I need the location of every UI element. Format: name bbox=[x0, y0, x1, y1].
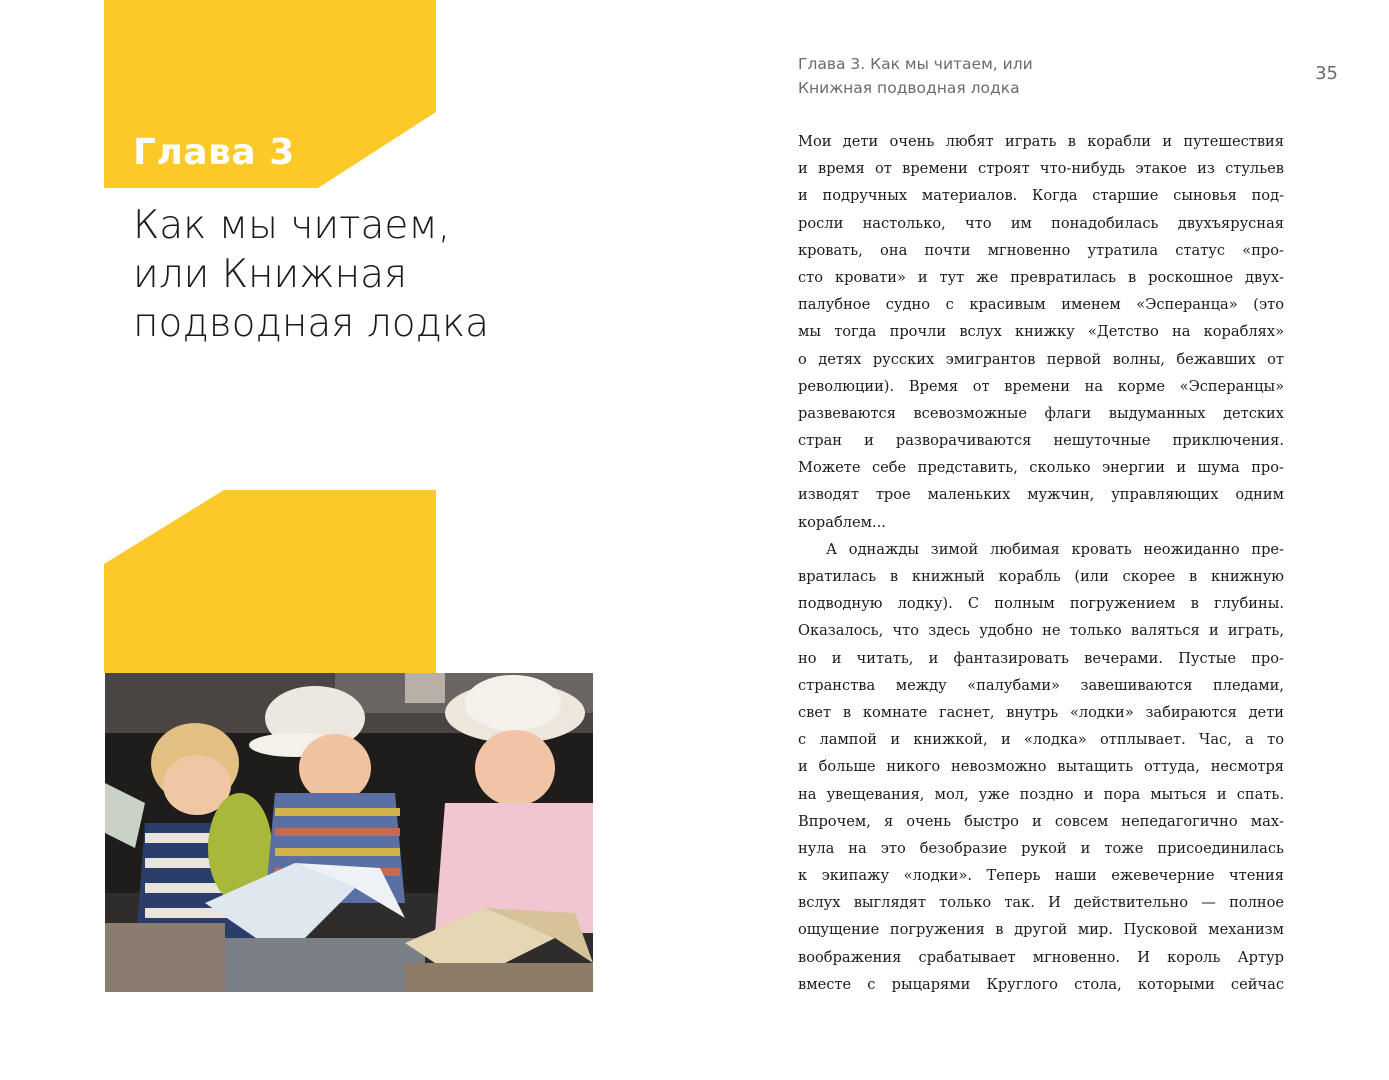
text-line: стран и разворачиваются нешуточные приключения. bbox=[798, 432, 1284, 450]
text-line: на увещевания, мол, уже поздно и пора мыться и спать. bbox=[798, 785, 1284, 803]
text-line: странства между «палубами» завешиваются пледами, bbox=[798, 676, 1284, 694]
text-line: к экипажу «лодки». Теперь наши ежевечерние чтения bbox=[798, 867, 1284, 885]
chapter-title-line-2: или Книжная bbox=[133, 252, 408, 297]
text-line: подводную лодку). С полным погружением в глубины. bbox=[798, 595, 1284, 613]
text-line: мы тогда прочли вслух книжку «Детство на кораблях» bbox=[798, 323, 1284, 341]
text-line: развеваются всевозможные флаги выдуманных детских bbox=[798, 404, 1284, 422]
photo-banner-shape bbox=[104, 490, 436, 673]
running-head-line-2: Книжная подводная лодка bbox=[798, 79, 1020, 97]
text-line: но и читать, и фантазировать вечерами. Пустые про- bbox=[798, 649, 1284, 667]
text-line: вместе с рыцарями Круглого стола, которыми сейчас bbox=[798, 975, 1284, 993]
body-text bbox=[798, 128, 1284, 998]
children-reading-photo-illustration bbox=[105, 673, 593, 992]
text-line: вратилась в книжный корабль (или скорее в книжную bbox=[798, 568, 1284, 585]
text-line: с лампой и книжкой, и «лодка» отплывает. Час, а то bbox=[798, 731, 1284, 749]
text-line: вслух выглядят только так. И действительно — полное bbox=[798, 894, 1284, 912]
left-page bbox=[0, 0, 694, 1080]
chapter-label: Глава 3 bbox=[133, 132, 295, 173]
text-line: и больше никого невозможно вытащить оттуда, несмотря bbox=[798, 758, 1284, 776]
text-line: революции). Время от времени на корме «Эсперанцы» bbox=[798, 377, 1284, 395]
text-line: А однажды зимой любимая кровать неожиданно пре- bbox=[826, 540, 1284, 558]
running-head-line-1: Глава 3. Как мы читаем, или bbox=[798, 55, 1033, 73]
text-line: изводят трое маленьких мужчин, управляющих одним bbox=[798, 486, 1284, 504]
text-line: ощущение погружения в другой мир. Пусковой механизм bbox=[798, 921, 1284, 939]
text-line: Оказалось, что здесь удобно не только валяться и играть, bbox=[798, 622, 1284, 640]
text-line: и время от времени строят что-нибудь этакое из стульев bbox=[798, 160, 1284, 178]
chapter-title bbox=[133, 201, 553, 348]
text-line: нула на это безобразие рукой и тоже присоединилась bbox=[798, 839, 1284, 857]
text-line: о детях русских эмигрантов первой волны, бежавших от bbox=[798, 350, 1284, 368]
text-line: Впрочем, я очень быстро и совсем непедагогично мах- bbox=[798, 812, 1284, 830]
right-page bbox=[694, 0, 1389, 1080]
text-line: и подручных материалов. Когда старшие сыновья под- bbox=[798, 187, 1284, 205]
children-reading-photo bbox=[105, 673, 593, 992]
chapter-title-line-1: Как мы читаем, bbox=[133, 203, 451, 248]
text-line: палубное судно с красивым именем «Эсперанца» (это bbox=[798, 296, 1284, 314]
text-line: воображения срабатывает мгновенно. И король Артур bbox=[798, 948, 1284, 966]
text-line: Можете себе представить, сколько энергии и шума про- bbox=[798, 459, 1284, 477]
text-line: кровать, она почти мгновенно утратила статус «про- bbox=[798, 241, 1284, 259]
text-line: сто кровати» и тут же превратилась в роскошное двух- bbox=[798, 268, 1284, 286]
chapter-title-line-3: подводная лодка bbox=[133, 301, 490, 346]
text-line: росли настолько, что им понадобилась двухъярусная bbox=[798, 214, 1284, 232]
running-head bbox=[798, 52, 1198, 100]
text-line: Мои дети очень любят играть в корабли и путешествия bbox=[798, 133, 1284, 150]
photo-banner bbox=[104, 490, 436, 673]
page-number: 35 bbox=[1315, 63, 1338, 84]
text-line: свет в комнате гаснет, внутрь «лодки» забираются дети bbox=[798, 703, 1284, 721]
text-line: кораблем... bbox=[798, 513, 886, 531]
